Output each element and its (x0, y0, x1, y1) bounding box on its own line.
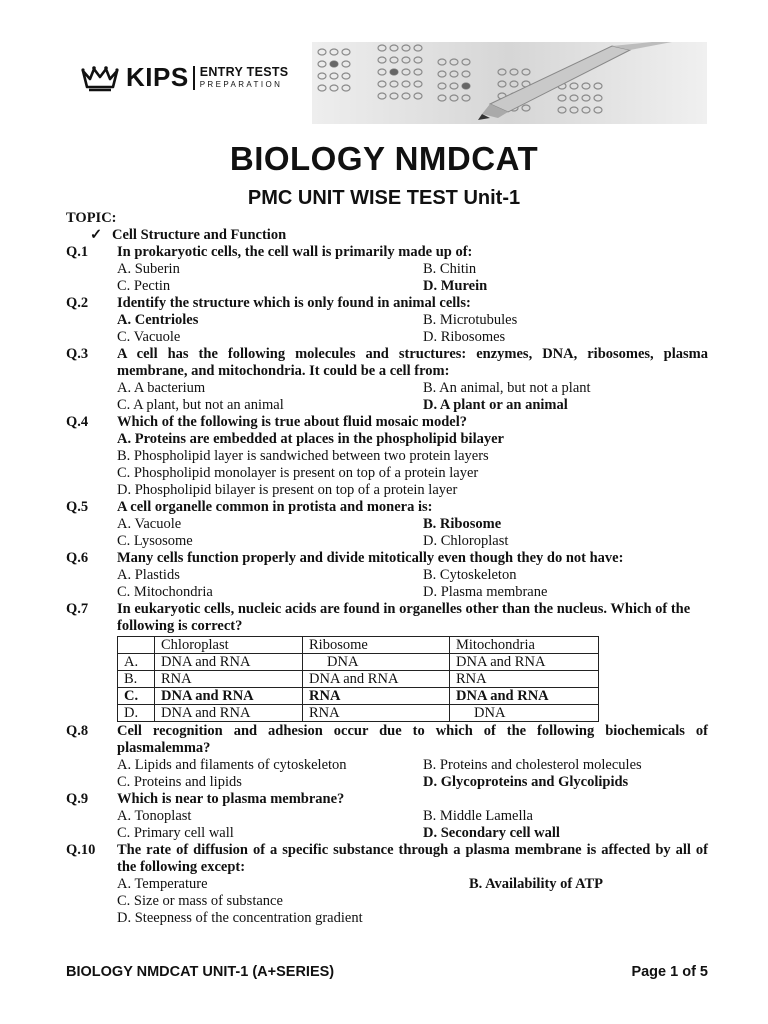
option-a: A. Vacuole (117, 516, 182, 532)
question-4 (66, 414, 708, 499)
question-7 (66, 601, 708, 722)
option-c: C. Primary cell wall (117, 825, 234, 841)
question-number: Q.1 (66, 244, 89, 260)
table-cell: DNA and RNA (303, 671, 450, 688)
option-b: B. Phospholipid layer is sandwiched between two protein layers (117, 448, 489, 464)
option-b: B. Middle Lamella (423, 808, 533, 824)
table-cell: RNA (155, 671, 303, 688)
question-text: In eukaryotic cells, nucleic acids are found in organelles other than the nucleus. Which of the following is correct? (117, 601, 691, 634)
logo-name: KIPS (126, 62, 189, 92)
table-cell: DNA and RNA (450, 688, 599, 705)
table-cell: DNA and RNA (155, 688, 303, 705)
table-cell: D. (118, 705, 155, 722)
option-a: A. Plastids (117, 567, 180, 583)
option-b: B. Cytoskeleton (423, 567, 517, 583)
question-text: Which of the following is true about fluid mosaic model? (117, 414, 468, 430)
omr-sheet-banner-image (312, 42, 707, 124)
page-number: Page 1 of 5 (631, 964, 708, 980)
option-d-correct: D. Murein (423, 278, 488, 294)
option-d: D. Plasma membrane (423, 584, 548, 600)
topic-item-text: Cell Structure and Function (112, 227, 287, 243)
question-number: Q.7 (66, 601, 89, 617)
question-text: Which is near to plasma membrane? (117, 791, 345, 807)
table-cell: RNA (450, 671, 599, 688)
logo-tagline (200, 66, 289, 89)
option-a: A. Tonoplast (117, 808, 192, 824)
page-header (0, 0, 768, 130)
option-d-correct: D. Secondary cell wall (423, 825, 560, 841)
option-c: C. Vacuole (117, 329, 181, 345)
option-d-correct: D. A plant or an animal (423, 397, 568, 413)
question-2 (66, 295, 708, 346)
table-row (118, 654, 599, 671)
table-header-cell (118, 637, 155, 654)
option-b: B. Microtubules (423, 312, 518, 328)
table-cell: A. (118, 654, 155, 671)
options-table (117, 636, 599, 722)
table-row-correct (118, 688, 599, 705)
question-9 (66, 791, 708, 842)
question-number: Q.9 (66, 791, 89, 807)
option-a: A. A bacterium (117, 380, 206, 396)
kips-logo (80, 62, 288, 93)
topic-item (66, 227, 708, 244)
question-number: Q.4 (66, 414, 89, 430)
question-3 (66, 346, 708, 414)
question-number: Q.8 (66, 723, 89, 739)
option-b-correct: B. Ribosome (423, 516, 502, 532)
logo-divider (193, 66, 195, 90)
option-c: C. Mitochondria (117, 584, 213, 600)
option-b-correct: B. Availability of ATP (469, 876, 604, 892)
crown-icon (80, 63, 120, 93)
option-a-correct: A. Centrioles (117, 312, 199, 328)
option-c: C. A plant, but not an animal (117, 397, 284, 413)
option-a: A. Lipids and filaments of cytoskeleton (117, 757, 347, 773)
table-header-cell: Chloroplast (155, 637, 303, 654)
question-text: A cell has the following molecules and structures: enzymes, DNA, ribosomes, plasma membrane, and mitochondria. It could be a cell from: (117, 346, 708, 379)
question-text: Many cells function properly and divide mitotically even though they do not have: (117, 550, 624, 566)
table-cell: DNA (303, 654, 450, 671)
question-number: Q.2 (66, 295, 89, 311)
option-a-correct: A. Proteins are embedded at places in the phospholipid bilayer (117, 431, 504, 447)
table-cell: RNA (303, 688, 450, 705)
question-number: Q.6 (66, 550, 89, 566)
page-subtitle: PMC UNIT WISE TEST Unit-1 (247, 187, 521, 209)
option-d: D. Chloroplast (423, 533, 509, 549)
footer-title: BIOLOGY NMDCAT UNIT-1 (A+SERIES) (66, 964, 335, 980)
logo-line1: ENTRY TESTS (199, 65, 289, 80)
question-number: Q.10 (66, 842, 96, 858)
question-text: Identify the structure which is only found in animal cells: (117, 295, 471, 311)
option-b: B. Chitin (423, 261, 477, 277)
option-c: C. Proteins and lipids (117, 774, 242, 790)
question-text: In prokaryotic cells, the cell wall is primarily made up of: (117, 244, 473, 260)
question-5 (66, 499, 708, 550)
question-1 (66, 244, 708, 295)
table-header-cell: Mitochondria (450, 637, 599, 654)
page-footer (66, 964, 708, 980)
option-d-correct: D. Glycoproteins and Glycolipids (423, 774, 629, 790)
option-c: C. Phospholipid monolayer is present on top of a protein layer (117, 465, 479, 481)
question-text: Cell recognition and adhesion occur due to which of the following biochemicals of plasmalemma? (117, 723, 708, 756)
table-cell: DNA and RNA (450, 654, 599, 671)
option-d: D. Ribosomes (423, 329, 506, 345)
table-row (118, 705, 599, 722)
table-header-cell: Ribosome (303, 637, 450, 654)
table-cell: C. (118, 688, 155, 705)
checkmark-icon: ✓ (90, 227, 103, 243)
question-number: Q.5 (66, 499, 89, 515)
option-a: A. Suberin (117, 261, 180, 277)
table-cell: RNA (303, 705, 450, 722)
table-header-row (118, 637, 599, 654)
option-c: C. Lysosome (117, 533, 193, 549)
table-cell: DNA (450, 705, 599, 722)
question-text: The rate of diffusion of a specific substance through a plasma membrane is affected by all of the following except: (117, 842, 708, 875)
option-d: D. Phospholipid bilayer is present on top of a protein layer (117, 482, 458, 498)
option-a: A. Temperature (117, 876, 208, 892)
option-c: C. Size or mass of substance (117, 893, 283, 909)
table-cell: DNA and RNA (155, 705, 303, 722)
question-8 (66, 723, 708, 791)
question-content (66, 210, 708, 927)
logo-line2: PREPARATION (199, 79, 283, 89)
question-6 (66, 550, 708, 601)
table-row (118, 671, 599, 688)
table-cell: B. (118, 671, 155, 688)
option-c: C. Pectin (117, 278, 171, 294)
question-10 (66, 842, 708, 927)
question-number: Q.3 (66, 346, 89, 362)
table-cell: DNA and RNA (155, 654, 303, 671)
option-b: B. Proteins and cholesterol molecules (423, 757, 642, 773)
question-text: A cell organelle common in protista and monera is: (117, 499, 433, 515)
option-b: B. An animal, but not a plant (423, 380, 591, 396)
topic-label: TOPIC: (66, 210, 117, 226)
page-title: BIOLOGY NMDCAT (229, 140, 539, 177)
option-d: D. Steepness of the concentration gradient (117, 910, 363, 926)
